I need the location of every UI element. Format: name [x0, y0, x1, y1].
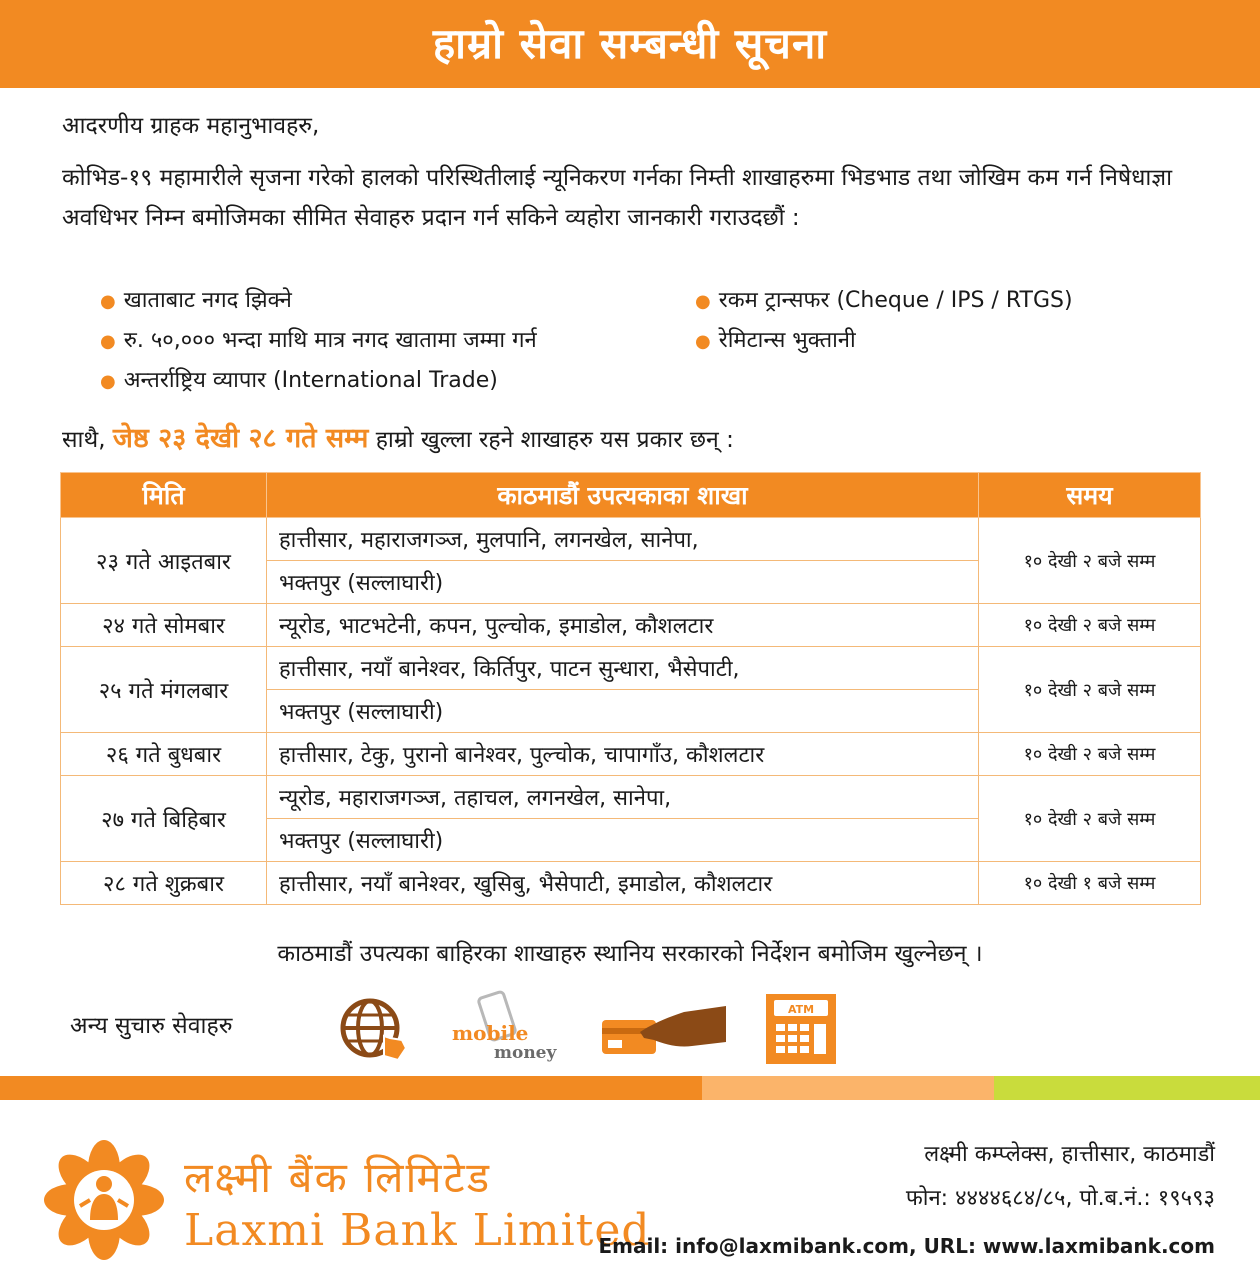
- footer-band-light-orange: [702, 1076, 994, 1100]
- service-item: ● रकम ट्रान्सफर (Cheque / IPS / RTGS): [695, 288, 1073, 313]
- salutation: आदरणीय ग्राहक महानुभावहरु,: [62, 113, 320, 139]
- row-branches: भक्तपुर (सल्लाघारी): [267, 690, 979, 733]
- row-branches: हात्तीसार, नयाँ बानेश्वर, किर्तिपुर, पाटन सुन्धारा, भैसेपाटी,: [267, 647, 979, 690]
- row-date: २५ गते मंगलबार: [61, 647, 267, 733]
- bullet-icon: ●: [100, 291, 116, 312]
- svg-text:mobile: mobile: [452, 1021, 529, 1045]
- bank-name-nepali: लक्ष्मी बैंक लिमिटेड: [184, 1153, 492, 1202]
- other-services-label: अन्य सुचारु सेवाहरु: [70, 1013, 233, 1039]
- service-item: ● खाताबाट नगद झिक्ने: [100, 288, 292, 313]
- bank-address: लक्ष्मी कम्प्लेक्स, हात्तीसार, काठमाडौं: [924, 1142, 1215, 1167]
- outside-valley-note: काठमाडौं उपत्यका बाहिरका शाखाहरु स्थानिय सरकारको निर्देशन बमोजिम खुल्नेछन् ।: [277, 941, 983, 967]
- footer-band-lime: [994, 1076, 1260, 1100]
- table-row: [61, 647, 1201, 690]
- row-branches: न्यूरोड, भाटभटेनी, कपन, पुल्चोक, इमाडोल, कौशलटार: [267, 604, 979, 647]
- table-row: [61, 862, 1201, 905]
- date-range-highlight: जेष्ठ २३ देखी २८ गते सम्म: [112, 423, 369, 454]
- row-date: २४ गते सोमबार: [61, 604, 267, 647]
- bullet-icon: ●: [100, 331, 116, 352]
- table-row: [61, 518, 1201, 561]
- row-time: १० देखी २ बजे सम्म: [979, 518, 1201, 604]
- table-row: [61, 604, 1201, 647]
- column-header-branches: काठमाडौं उपत्यकाका शाखा: [267, 473, 979, 518]
- column-header-date: मिति: [61, 473, 267, 518]
- branch-schedule-table: [60, 472, 1201, 905]
- laxmi-bank-logo: [44, 1140, 164, 1260]
- row-time: १० देखी १ बजे सम्म: [979, 862, 1201, 905]
- column-header-time: समय: [979, 473, 1201, 518]
- bullet-icon: ●: [695, 331, 711, 352]
- atm-icon: [766, 994, 836, 1064]
- svg-text:money: money: [494, 1043, 557, 1063]
- notice-title: हाम्रो सेवा सम्बन्धी सूचना: [0, 0, 1260, 88]
- row-branches: हात्तीसार, टेकु, पुरानो बानेश्वर, पुल्चोक, चापागाँउ, कौशलटार: [267, 733, 979, 776]
- intro-paragraph: कोभिड-१९ महामारीले सृजना गरेको हालको परिस्थितीलाई न्यूनिकरण गर्नका निम्ती शाखाहरुमा भिडभाड तथा जोखिम कम गर्न निषेधाज्ञा अवधिभर निम्न बमोजिमका सीमित सेवाहरु प्रदान गर्न सकिने व्यहोरा जानकारी गराउदछौं :: [62, 165, 1173, 231]
- internet-banking-icon: [338, 996, 410, 1064]
- row-time: १० देखी २ बजे सम्म: [979, 776, 1201, 862]
- row-date: २३ गते आइतबार: [61, 518, 267, 604]
- bank-name-english: Laxmi Bank Limited: [184, 1205, 651, 1256]
- mobile-money-icon: [446, 990, 566, 1064]
- bank-contact: Email: info@laxmibank.com, URL: www.laxmibank.com: [598, 1234, 1215, 1258]
- row-branches: भक्तपुर (सल्लाघारी): [267, 819, 979, 862]
- row-time: १० देखी २ बजे सम्म: [979, 604, 1201, 647]
- row-date: २७ गते बिहिबार: [61, 776, 267, 862]
- service-item: ● रेमिटान्स भुक्तानी: [695, 328, 856, 353]
- card-payment-icon: [600, 1002, 728, 1058]
- row-time: १० देखी २ बजे सम्म: [979, 733, 1201, 776]
- row-date: २८ गते शुक्रबार: [61, 862, 267, 905]
- bank-phone: फोन: ४४४४६८४/८५, पो.ब.नं.: १९५९३: [905, 1186, 1215, 1211]
- service-item: ● अन्तर्राष्ट्रिय व्यापार (International Trade): [100, 368, 498, 393]
- bullet-icon: ●: [695, 291, 711, 312]
- row-branches: हात्तीसार, नयाँ बानेश्वर, खुसिबु, भैसेपाटी, इमाडोल, कौशलटार: [267, 862, 979, 905]
- row-branches: भक्तपुर (सल्लाघारी): [267, 561, 979, 604]
- row-branches: हात्तीसार, महाराजगञ्ज, मुलपानि, लगनखेल, सानेपा,: [267, 518, 979, 561]
- row-time: १० देखी २ बजे सम्म: [979, 647, 1201, 733]
- footer-band-orange: [0, 1076, 702, 1100]
- row-branches: न्यूरोड, महाराजगञ्ज, तहाचल, लगनखेल, सानेपा,: [267, 776, 979, 819]
- table-row: [61, 776, 1201, 819]
- opening-hours-intro: साथै, जेष्ठ २३ देखी २८ गते सम्म हाम्रो खुल्ला रहने शाखाहरु यस प्रकार छन् :: [62, 423, 734, 454]
- svg-text:ATM: ATM: [787, 1003, 815, 1016]
- row-date: २६ गते बुधबार: [61, 733, 267, 776]
- service-item: ● रु. ५०,००० भन्दा माथि मात्र नगद खातामा जम्मा गर्न: [100, 328, 537, 353]
- table-row: [61, 733, 1201, 776]
- table-header-row: [61, 473, 1201, 518]
- bullet-icon: ●: [100, 371, 116, 392]
